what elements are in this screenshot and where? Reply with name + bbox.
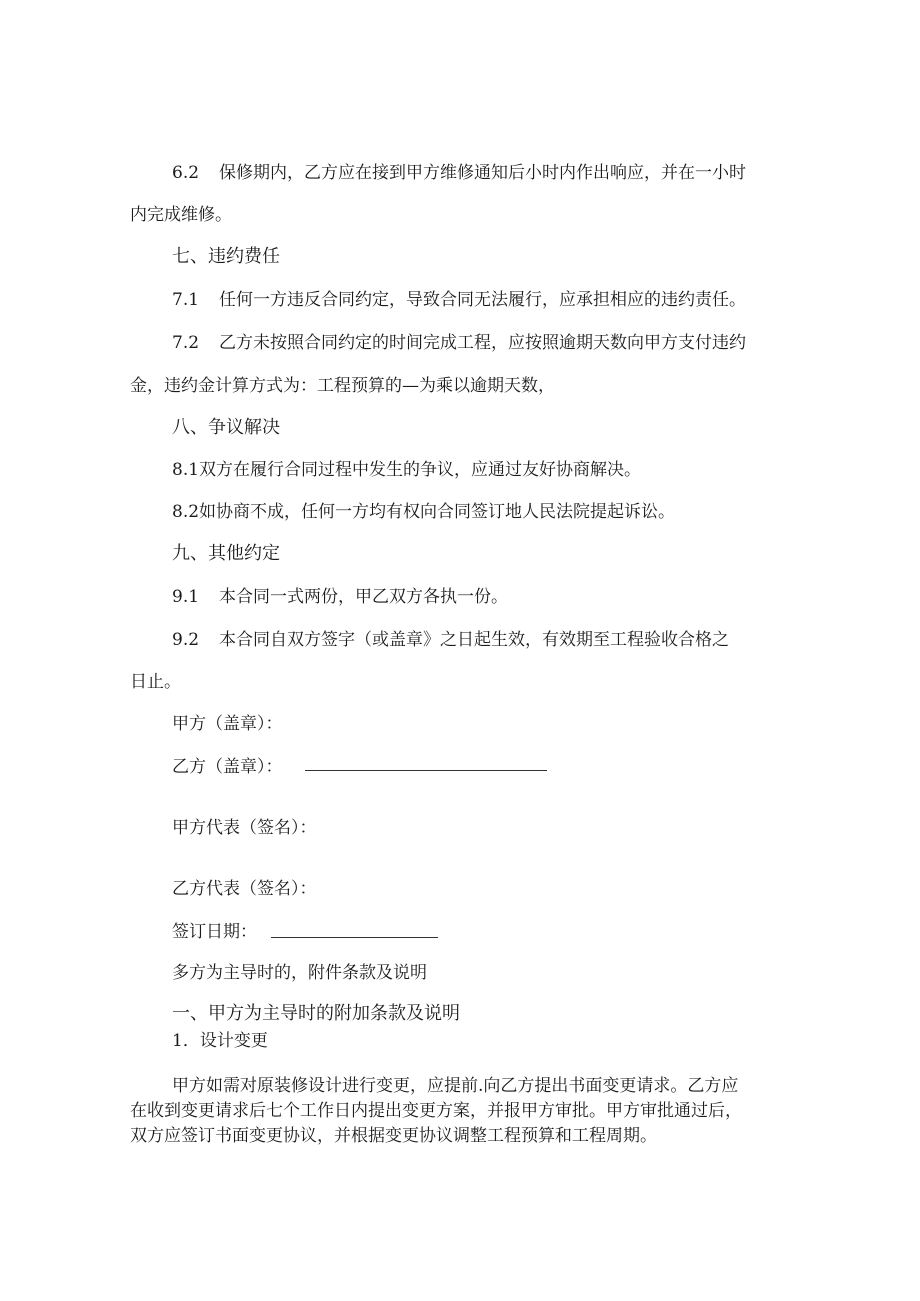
party-a-seal-label: 甲方（盖章）： xyxy=(172,714,283,734)
clause-9-2-line1 xyxy=(172,628,729,652)
clause-text: 本合同一式两份，甲乙双方各执一份。 xyxy=(219,587,509,607)
clause-7-1 xyxy=(172,288,746,312)
appendix-heading: 一、甲方为主导时的附加条款及说明 xyxy=(172,1003,460,1024)
clause-text: 任何一方违反合同约定，导致合同无法履行，应承担相应的违约责任。 xyxy=(219,290,747,310)
appendix-subheading-1: 1．设计变更 xyxy=(172,1031,268,1051)
clause-number: 9.1 xyxy=(172,587,200,607)
party-b-rep-label: 乙方代表（签名）： xyxy=(172,879,317,899)
section-heading-9: 九、其他约定 xyxy=(172,543,280,564)
appendix-paragraph-line1: 甲方如需对原装修设计进行变更，应提前.向乙方提出书面变更请求。乙方应 xyxy=(172,1076,739,1096)
clause-number: 6.2 xyxy=(172,163,200,183)
clause-number: 9.2 xyxy=(172,630,200,650)
clause-9-2-line2: 日止。 xyxy=(130,672,181,692)
appendix-paragraph-line2: 在收到变更请求后七个工作日内提出变更方案，并报甲方审批。甲方审批通过后， xyxy=(130,1101,742,1121)
party-b-seal-label: 乙方（盖章）： xyxy=(172,757,283,777)
clause-7-2-line2: 金，违约金计算方式为：工程预算的—为乘以逾期天数， xyxy=(130,376,555,396)
appendix-paragraph-line3: 双方应签订书面变更协议，并根据变更协议调整工程预算和工程周期。 xyxy=(130,1126,657,1146)
clause-text: 保修期内，乙方应在接到甲方维修通知后小时内作出响应，并在一小时 xyxy=(219,163,747,183)
clause-8-1: 8.1双方在履行合同过程中发生的争议，应通过友好协商解决。 xyxy=(172,460,642,480)
clause-6-2-line1 xyxy=(172,161,746,185)
party-a-rep-label: 甲方代表（签名）： xyxy=(172,818,317,838)
section-heading-7: 七、违约费任 xyxy=(172,246,280,267)
clause-9-1 xyxy=(172,585,508,609)
section-heading-8: 八、争议解决 xyxy=(172,417,280,438)
clause-text: 乙方未按照合同约定的时间完成工程，应按照逾期天数向甲方支付违约 xyxy=(219,333,747,353)
clause-6-2-line2: 内完成维修。 xyxy=(130,205,232,225)
clause-number: 7.1 xyxy=(172,290,200,310)
party-b-seal-signature-line[interactable] xyxy=(305,770,547,771)
clause-text: 本合同自双方签字（或盖章》之日起生效，有效期至工程验收合格之 xyxy=(219,630,730,650)
sign-date-line[interactable] xyxy=(271,937,438,938)
sign-date-label: 签订日期： xyxy=(172,922,257,942)
clause-7-2-line1 xyxy=(172,331,746,355)
appendix-intro: 多方为主导时的，附件条款及说明 xyxy=(172,963,427,983)
clause-8-2: 8.2如协商不成，任何一方均有权向合同签订地人民法院提起诉讼。 xyxy=(172,502,676,522)
clause-number: 7.2 xyxy=(172,333,200,353)
